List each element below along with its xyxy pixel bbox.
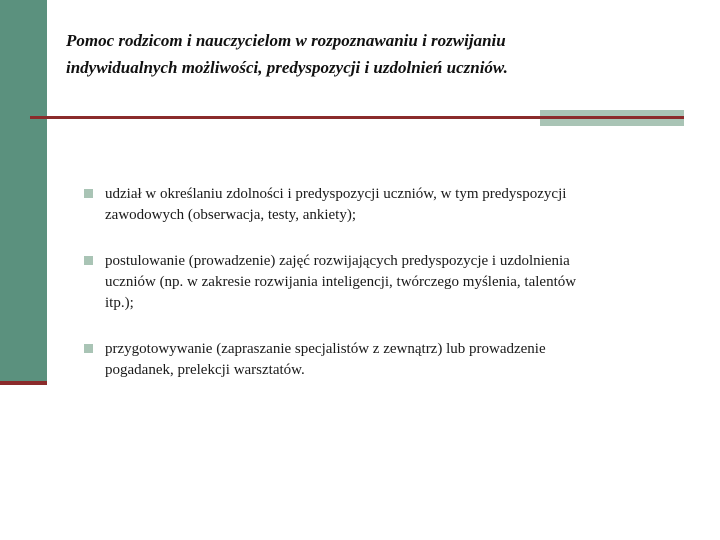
square-bullet-icon: [84, 344, 93, 353]
list-item-text: pogadanek, prelekcji warsztatów.: [105, 362, 305, 378]
list-item: [84, 339, 694, 381]
title-divider-line: [30, 116, 684, 119]
left-bar-accent-line: [0, 381, 47, 385]
list-item-text: postulowanie (prowadzenie) zajęć rozwijających predyspozycje i uzdolnienia: [105, 253, 570, 269]
bullet-list: [84, 184, 694, 406]
slide-title-line-1: Pomoc rodzicom i nauczycielom w rozpoznawaniu i rozwijaniu: [66, 31, 506, 50]
list-item-text: przygotowywanie (zapraszanie specjalistów z zewnątrz) lub prowadzenie: [105, 341, 546, 357]
slide-title: [66, 27, 686, 81]
slide-title-line-2: indywidualnych możliwości, predyspozycji i uzdolnień uczniów.: [66, 58, 508, 77]
square-bullet-icon: [84, 256, 93, 265]
list-item: [84, 251, 694, 314]
square-bullet-icon: [84, 189, 93, 198]
list-item-text: itp.);: [105, 295, 134, 311]
list-item: [84, 184, 694, 226]
list-item-text: uczniów (np. w zakresie rozwijania inteligencji, twórczego myślenia, talentów: [105, 274, 577, 290]
list-item-text: udział w określaniu zdolności i predyspozycji uczniów, w tym predyspozycji: [105, 186, 567, 202]
list-item-text: zawodowych (obserwacja, testy, ankiety);: [105, 207, 357, 223]
left-decorative-bar: [0, 0, 47, 383]
